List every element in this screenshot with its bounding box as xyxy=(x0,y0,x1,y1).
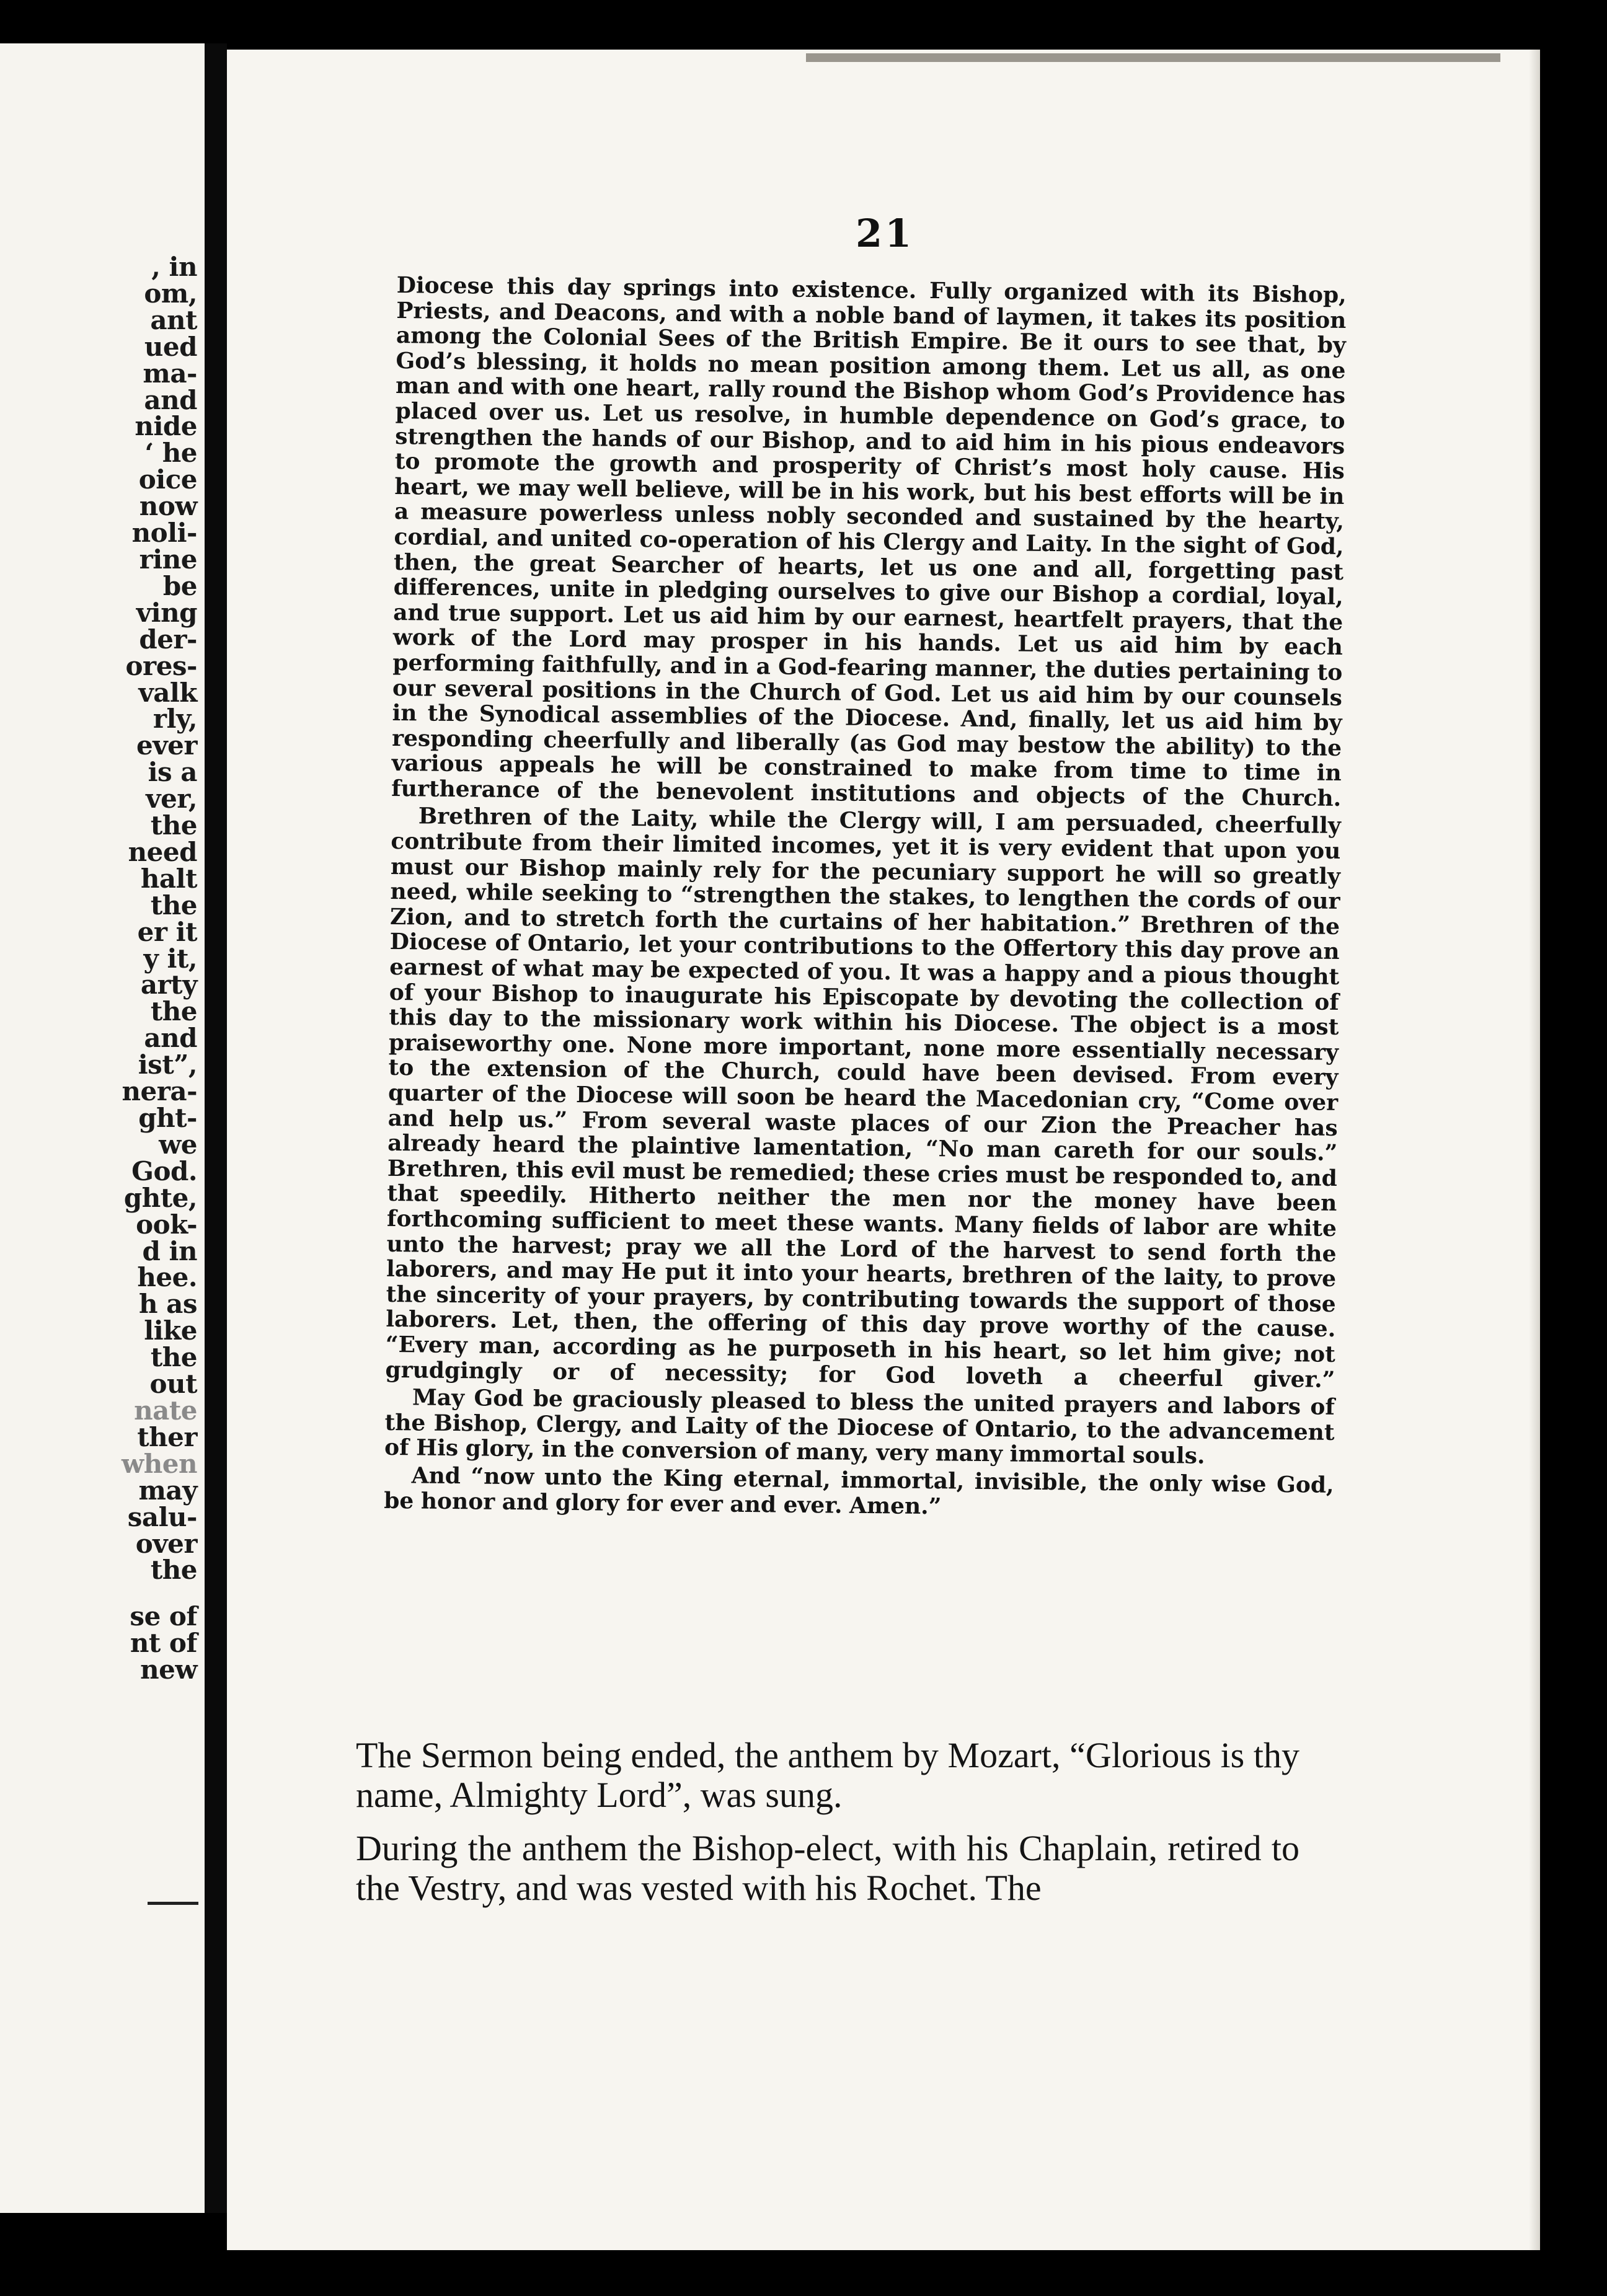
facing-line: the xyxy=(150,810,197,841)
facing-line: rine xyxy=(139,544,197,575)
facing-line: out xyxy=(149,1369,197,1400)
facing-line: nide xyxy=(135,411,197,442)
narrative-paragraph: The Sermon being ended, the anthem by Mozart, “Glorious is thy name, Almighty Lord”, was sung. xyxy=(356,1735,1299,1815)
facing-page xyxy=(0,43,205,2213)
facing-line: the xyxy=(150,890,197,921)
narrative-paragraph: During the anthem the Bishop-elect, with his Chaplain, retired to the Vestry, and was vested with his Rochet. The xyxy=(356,1828,1299,1908)
facing-line: ued xyxy=(144,331,197,362)
facing-line: now xyxy=(139,491,197,522)
narrative-text xyxy=(356,1736,1299,1908)
facing-line: oice xyxy=(138,464,197,495)
sermon-paragraph: May God be graciously pleased to bless the united prayers and labors of the Bishop, Clergy, and Laity of the Diocese of Ontario, to the advancement of His glory, in the conversion of many, very many immortal souls. xyxy=(384,1384,1335,1470)
facing-line: and xyxy=(144,384,197,415)
facing-line: be xyxy=(162,570,197,601)
facing-line: the xyxy=(150,1342,197,1373)
facing-line: ghte, xyxy=(123,1182,197,1213)
facing-line: ores- xyxy=(125,650,197,681)
facing-line: , in xyxy=(151,252,197,282)
facing-line: nt of xyxy=(130,1628,197,1659)
facing-line: om, xyxy=(144,278,197,309)
facing-line: ther xyxy=(137,1421,197,1452)
facing-line: over xyxy=(135,1528,197,1559)
facing-line: God. xyxy=(131,1155,197,1186)
facing-line: rly, xyxy=(153,704,197,735)
facing-line: hee. xyxy=(137,1262,197,1293)
page-top-edge xyxy=(806,53,1500,62)
facing-line: salu- xyxy=(127,1501,197,1532)
facing-line: ving xyxy=(136,597,197,628)
facing-line: se of xyxy=(130,1601,197,1632)
facing-line: ver, xyxy=(146,784,197,815)
facing-line: like xyxy=(144,1315,197,1346)
facing-line: d in xyxy=(142,1235,197,1266)
sermon-paragraph: Brethren of the Laity, while the Clergy will, I am persuaded, cheerfully contribute from their limited incomes, yet it is very evident that upon you must our Bishop mainly rely for the pecuniary support he will so greatly need, while seeking to “strengthen the stakes, to lengthen the cords of our Zion, and to stretch forth the curtains of her habitation.” Brethren of the Diocese of Ontario, let your contributions to the Offertory this day prove an earnest of what may be expected of you. It was a happy and a pious thought of your Bishop to inaugurate his Episcopate by devoting the collection of this day to the missionary work within his Diocese. The object is a most praiseworthy one. None more important, none more essentially necessary to the extension of the Church, could have been devised. From every quarter of the Diocese will soon be heard the Macedonian cry, “Come over and help us.” From several waste places of our Zion the Preacher has already heard the plaintive lamentation, “No man careth for our souls.” Brethren, this evil must be remedied; these cries must be responded to, and that speedily. Hitherto neither the men nor the money have been forthcoming sufficient to meet these wants. Many fields of labor are white unto the harvest; pray we all the Lord of the harvest to send forth the laborers, and may He put it into your hearts, brethren of the laity, to prove the sincerity of your prayers, by contributing towards the support of those laborers. Let, then, the offering of this day prove worthy of the cause. “Every man, according as he purposeth in his heart, so let him give; not grudgingly or of necessity; for God loveth a cheerful giver.” xyxy=(385,803,1341,1393)
facing-line: nate xyxy=(134,1395,197,1426)
facing-line: er it xyxy=(137,916,197,947)
facing-line: is a xyxy=(148,757,197,788)
facing-line: ght- xyxy=(138,1103,197,1133)
sermon-paragraph: And “now unto the King eternal, immortal, invisible, the only wise God, be honor and glory for ever and ever. Amen.” xyxy=(384,1462,1334,1519)
facing-line: y it, xyxy=(143,943,197,974)
facing-line: we xyxy=(159,1129,197,1160)
facing-line: may xyxy=(138,1475,197,1506)
facing-line: need xyxy=(128,836,197,867)
sermon-paragraph: Diocese this day springs into existence. Fully organized with its Bishop, Priests, and Deacons, and with a noble band of laymen, it takes its position among the Colonial Sees of the British Empire. Be it ours to see that, by God’s blessing, it holds no mean position among them. Let us all, as one man and with one heart, rally round the Bishop whom God’s Providence has placed over us. Let us resolve, in humble dependence on God’s grace, to strengthen the hands of our Bishop, and to aid him in his pious endeavors to promote the growth and prosperity of Christ’s most holy cause. His heart, we may well believe, will be in his work, but his best efforts will be in a measure powerless unless nobly seconded and sustained by the hearty, cordial, and united co-operation of his Clergy and Laity. In the sight of God, then, the great Searcher of hearts, let us one and all, forgetting past differences, unite in pledging ourselves to give our Bishop a cordial, loyal, and true support. Let us aid him by our earnest, heartfelt prayers, that the work of the Lord may prosper in his hands. Let us aid him by each performing faithfully, and in a God-fearing manner, the duties pertaining to our several positions in the Church of God. Let us aid him by our counsels in the Synodical assemblies of the Diocese. And, finally, let us aid him by responding cheerfully and liberally (as God may bestow the ability) to the various appeals he will be constrained to make from time to time in furtherance of the benevolent institutions and objects of the Church. xyxy=(391,272,1347,811)
facing-line: h as xyxy=(138,1289,197,1320)
facing-line: noli- xyxy=(131,518,197,549)
facing-line: der- xyxy=(139,624,197,655)
book-gutter xyxy=(205,43,227,2213)
facing-line: ist”, xyxy=(138,1049,197,1080)
facing-line: halt xyxy=(140,863,197,894)
facing-line: arty xyxy=(140,969,197,1000)
facing-line: valk xyxy=(138,677,197,708)
page-number: 21 xyxy=(856,211,914,256)
facing-line: ever xyxy=(136,730,197,761)
facing-line: ma- xyxy=(143,358,197,389)
facing-line: the xyxy=(150,996,197,1027)
facing-line: ‘ he xyxy=(144,438,197,469)
facing-line: new xyxy=(140,1654,197,1685)
facing-line: ant xyxy=(150,304,197,335)
facing-page-rule xyxy=(148,1902,198,1905)
sermon-text xyxy=(384,273,1347,1523)
facing-line: and xyxy=(144,1023,197,1054)
facing-page-text xyxy=(11,254,197,1684)
facing-line: ook- xyxy=(136,1209,197,1240)
facing-line: the xyxy=(150,1555,197,1586)
facing-line: when xyxy=(122,1448,197,1479)
facing-line: nera- xyxy=(122,1076,197,1107)
